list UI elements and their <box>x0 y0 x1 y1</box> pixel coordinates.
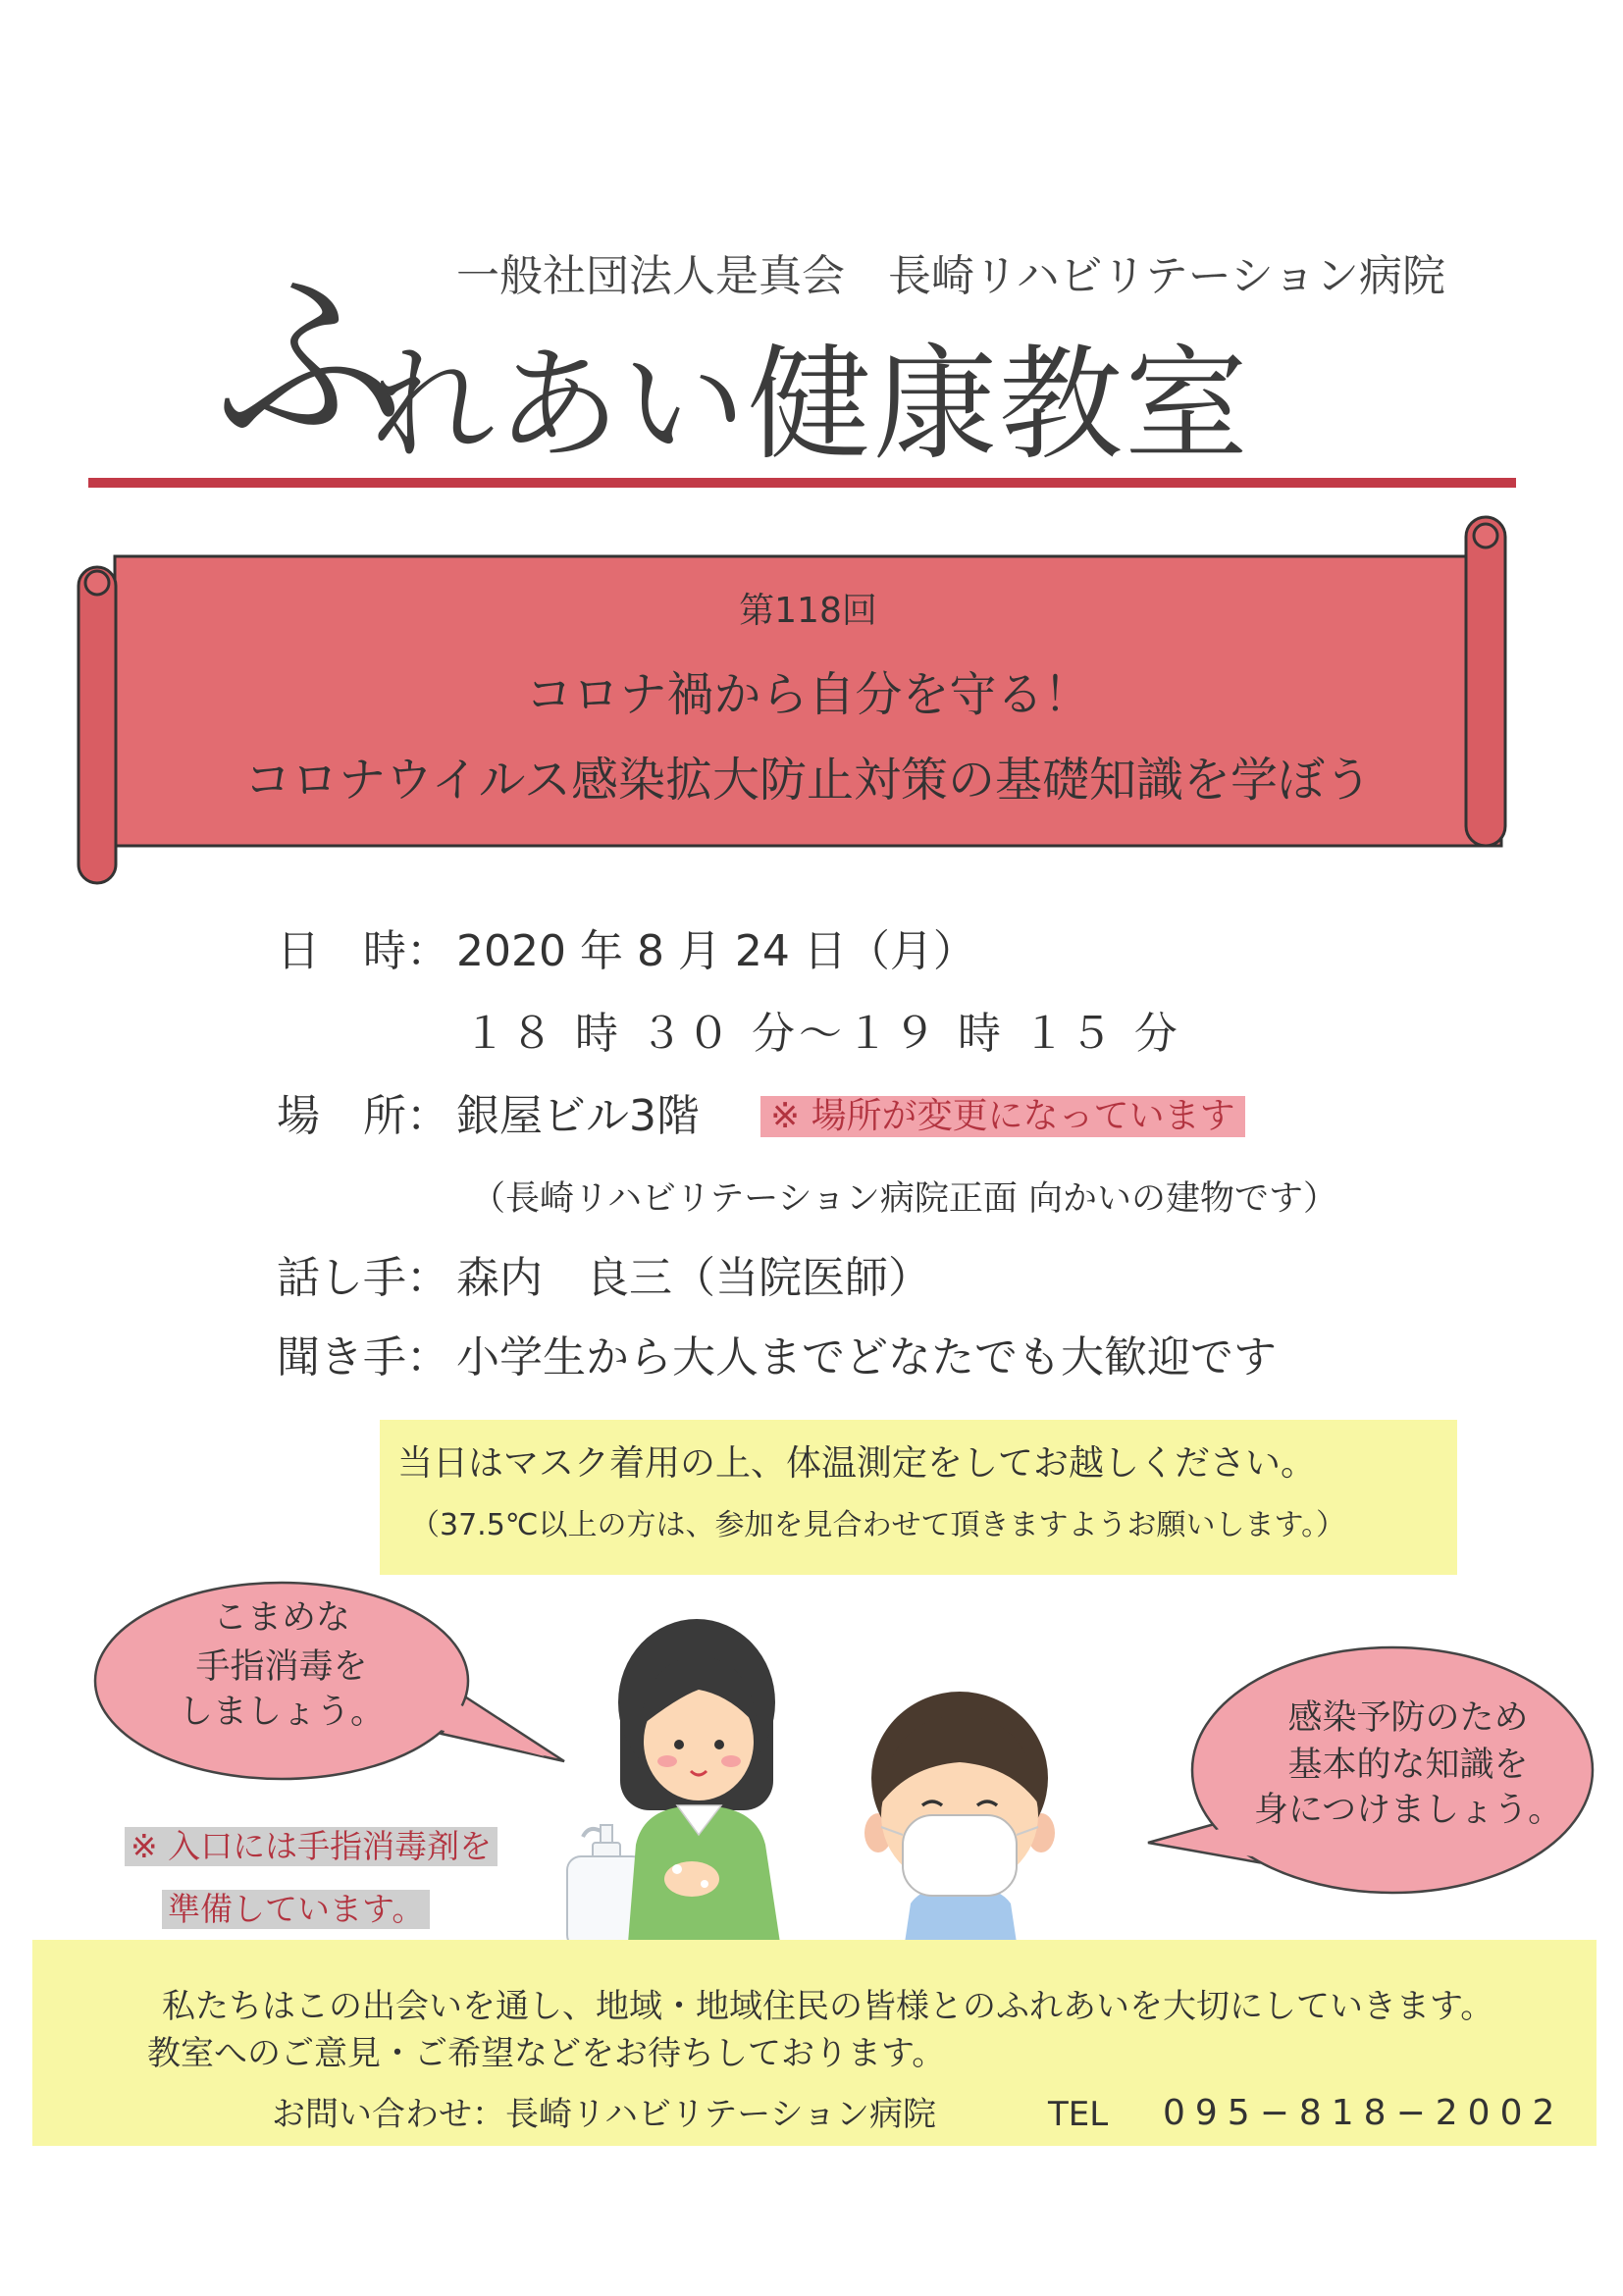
sanitizer-note-line2: 準備しています。 <box>162 1890 430 1929</box>
tel-number: 095−818−2002 <box>1163 2093 1565 2133</box>
soap-bubble-1 <box>672 1864 682 1874</box>
bubble-right-line3: 身につけましょう。 <box>1253 1791 1563 1830</box>
event-time: １８ 時 ３０ 分～１９ 時 １５ 分 <box>463 1009 1181 1059</box>
datetime-label: 日 時： <box>277 926 449 976</box>
audience-value: 小学生から大人までどなたでも大歓迎です <box>456 1332 1277 1383</box>
bubble-left-line2: 手指消毒を <box>195 1647 368 1687</box>
venue-note: （長崎リハビリテーション病院正面 向かいの建物です） <box>471 1179 1337 1219</box>
title-underline <box>88 478 1516 488</box>
venue-label: 場 所： <box>277 1091 449 1141</box>
session-number: 第118回 <box>739 591 877 631</box>
mask-notice-line2: （37.5℃以上の方は、参加を見合わせて頂きますようお願いします。） <box>410 1508 1346 1542</box>
venue-value: 銀屋ビル3階 <box>456 1091 700 1141</box>
woman-eye-right <box>714 1740 724 1749</box>
bubble-left-line1: こまめな <box>212 1598 350 1638</box>
banner-headline: コロナ禍から自分を守る！ <box>525 667 1091 722</box>
banner-right-curl <box>1474 524 1497 548</box>
child-mask <box>903 1815 1017 1896</box>
page-title: れあい健康教室 <box>371 333 1250 477</box>
footer-message-2: 教室へのご意見・ご希望などをお待ちしております。 <box>147 2034 946 2073</box>
bottle-nozzle <box>583 1829 601 1837</box>
audience-label: 聞き手： <box>277 1332 449 1383</box>
event-date: 2020 年 8 月 24 日（月） <box>456 926 976 976</box>
woman-blush-right <box>721 1755 741 1767</box>
speaker-value: 森内 良三（当院医師） <box>456 1253 931 1303</box>
banner-left-curl <box>85 571 109 595</box>
soap-bubble-2 <box>701 1880 708 1888</box>
tel-label: TEL <box>1048 2095 1109 2134</box>
bubble-right-line2: 基本的な知識を <box>1287 1746 1529 1785</box>
woman-blush-left <box>657 1755 677 1767</box>
bubble-left-line3: しましょう。 <box>178 1693 385 1732</box>
venue-change-notice: ※ 場所が変更になっています <box>760 1096 1245 1137</box>
organization-name: 一般社団法人是真会 長崎リハビリテーション病院 <box>456 251 1446 301</box>
banner-left-roll <box>79 567 116 883</box>
banner-subtitle: コロナウイルス感染拡大防止対策の基礎知識を学ぼう <box>243 753 1373 808</box>
speaker-label: 話し手： <box>277 1253 449 1303</box>
mask-notice-line1: 当日はマスク着用の上、体温測定をしてお越しください。 <box>397 1443 1317 1484</box>
bubble-left-joint <box>437 1702 545 1756</box>
woman-washing-hands-illustration <box>618 1619 780 1943</box>
footer-message-1: 私たちはこの出会いを通し、地域・地域住民の皆様とのふれあいを大切にしていきます。 <box>162 1987 1494 2026</box>
contact-label: お問い合わせ：長崎リハビリテーション病院 <box>272 2095 936 2134</box>
woman-eye-left <box>674 1740 684 1749</box>
page-title-first-char: ふ <box>214 249 407 473</box>
sanitizer-note-line1: ※ 入口には手指消毒剤を <box>125 1827 497 1866</box>
woman-hands <box>664 1861 719 1897</box>
child-with-mask-illustration <box>864 1692 1055 1943</box>
bubble-right-line1: 感染予防のため <box>1287 1698 1529 1738</box>
